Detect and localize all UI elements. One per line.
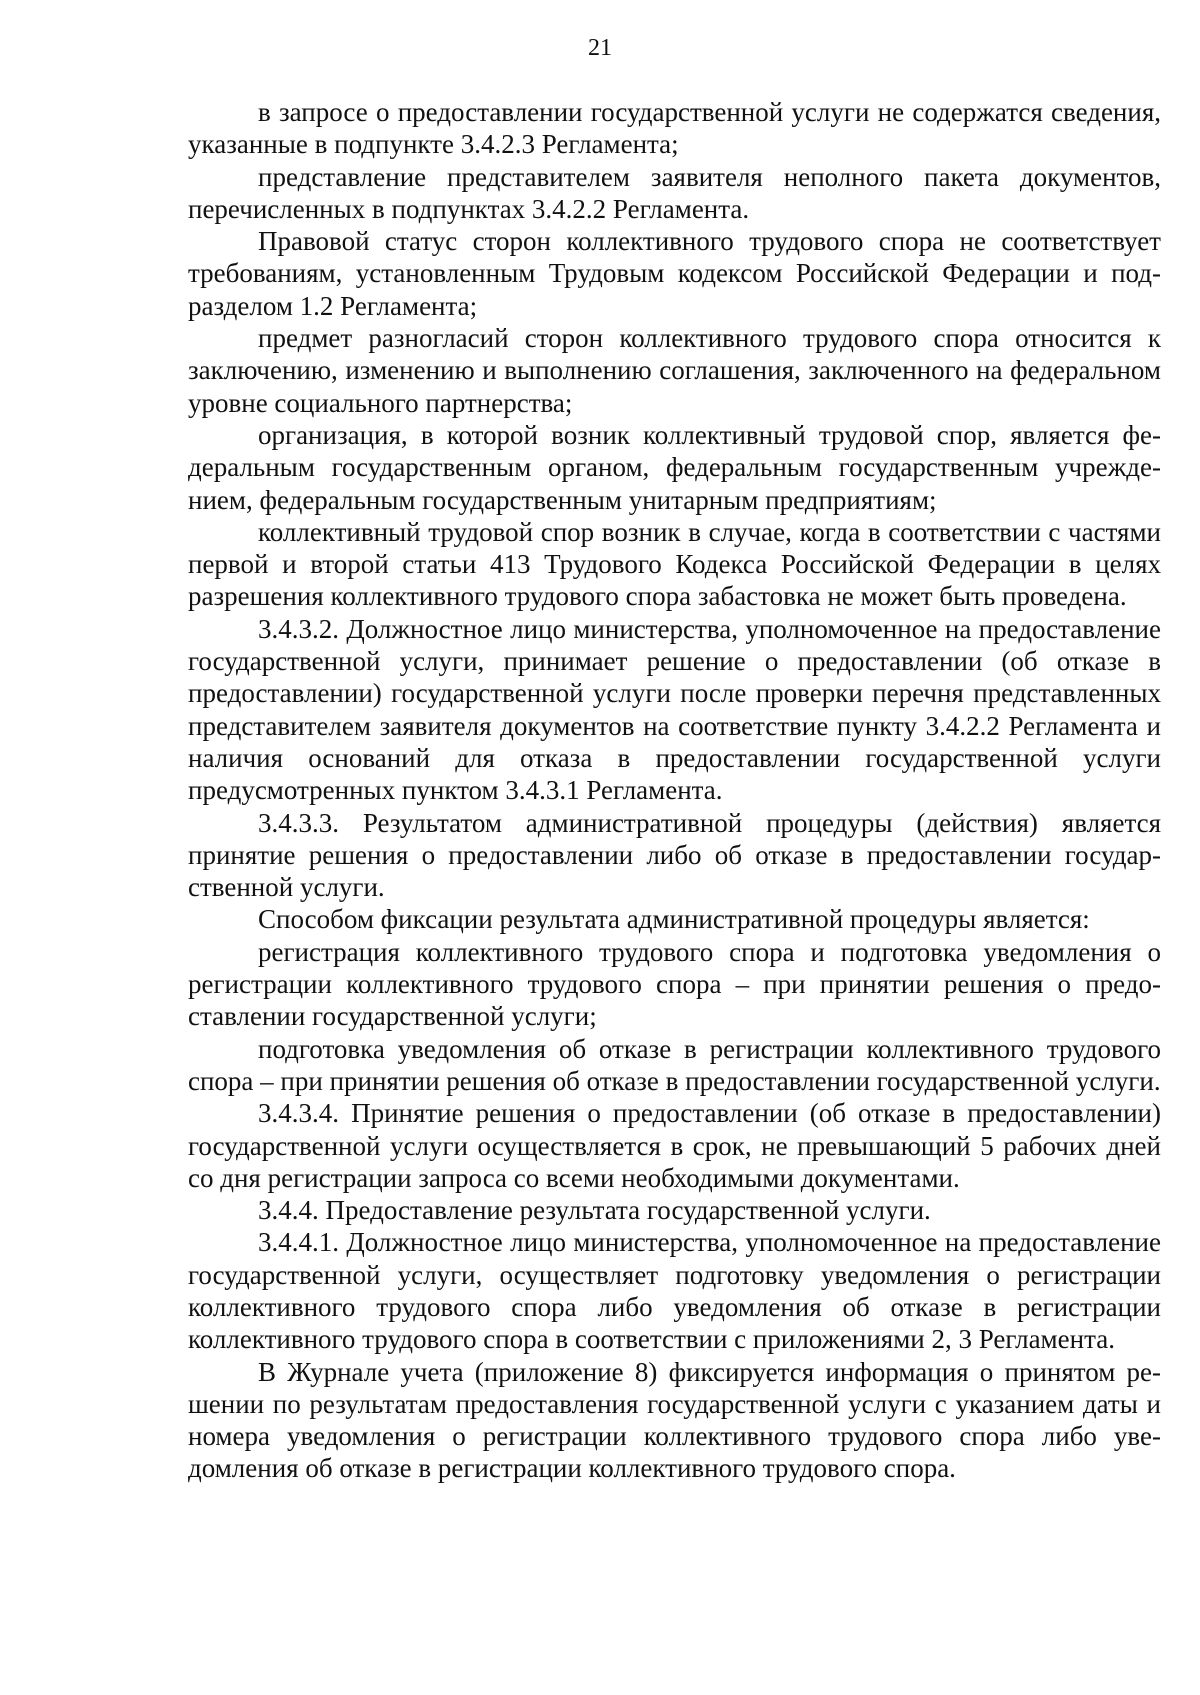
paragraph-3-4-3-3: 3.4.3.3. Результатом административной процедуры (действия) является принятие решения о предоставлении либо об отказе в предоставлении государственной услуги. <box>188 807 1161 903</box>
paragraph-3-4-4-1: 3.4.4.1. Должностное лицо министерства, уполномоченное на предоставление государственной услуги, осуществляет подготовку уведомления о регистрации коллективного трудового спора либо уведомления об отказе в регистрации коллективного трудового спора в соответствии с приложениями 2, 3 Регламента. <box>188 1227 1161 1355</box>
paragraph-3-4-3-4: 3.4.3.4. Принятие решения о предоставлении (об отказе в предоставлении) государственной услуги осуществляется в срок, не превышающий 5 рабочих дней со дня регистрации запроса со всеми необходимыми документами. <box>188 1098 1161 1193</box>
paragraph-federal-organization: организация, в которой возник коллективный трудовой спор, является федеральным государственным органом, федеральным государственным учреждением, федеральным государственным унитарным предприятиям; <box>188 419 1161 515</box>
paragraph-registration: регистрация коллективного трудового спора и подготовка уведомления о регистрации коллективного трудового спора – при принятии решения о предоставлении государственной услуги; <box>188 936 1161 1032</box>
paragraph-journal: В Журнале учета (приложение 8) фиксируется информация о принятом решении по результатам предоставления государственной услуги с указанием даты и номера уведомления о регистрации коллективного трудового спора либо уведомления об отказе в регистрации коллективного трудового спора. <box>188 1356 1161 1484</box>
paragraph-fixation-method: Способом фиксации результата административной процедуры является: <box>258 904 1090 935</box>
paragraph-strike-impossible: коллективный трудовой спор возник в случае, когда в соответствии с частями первой и второй статьи 413 Трудового Кодекса Российской Федерации в целях разрешения коллективного трудового спора забастовка не может быть проведена. <box>188 516 1161 612</box>
paragraph-dispute-subject: предмет разногласий сторон коллективного трудового спора относится к заключению, изменению и выполнению соглашения, заключенного на федеральном уровне социального партнерства; <box>188 323 1161 418</box>
paragraph-clause-incomplete-docs: представление представителем заявителя неполного пакета документов, перечисленных в подпунктах 3.4.2.2 Регламента. <box>188 161 1161 224</box>
paragraph-clause-missing-info: в запросе о предоставлении государственной услуги не содержатся сведения, указанные в подпункте 3.4.2.3 Регламента; <box>188 97 1161 160</box>
paragraph-3-4-3-2: 3.4.3.2. Должностное лицо министерства, уполномоченное на предоставление государственной услуги, принимает решение о предоставлении (об отказе в предоставлении) государственной услуги после проверки перечня представленных представителем заявителя документов на соответствие пункту 3.4.2.2 Регламента и наличия оснований для отказа в предоставлении государственной услуги предусмотренных пунктом 3.4.3.1 Регламента. <box>188 613 1161 806</box>
paragraph-3-4-4: 3.4.4. Предоставление результата государственной услуги. <box>258 1195 931 1226</box>
paragraph-refusal-notice: подготовка уведомления об отказе в регистрации коллективного трудового спора – при принятии решения об отказе в предоставлении государственной услуги. <box>188 1033 1161 1096</box>
page-number: 21 <box>588 35 612 61</box>
paragraph-legal-status: Правовой статус сторон коллективного трудового спора не соответствует требованиям, установленным Трудовым кодексом Российской Федерации и подразделом 1.2 Регламента; <box>188 226 1161 321</box>
document-body <box>188 96 1161 1485</box>
